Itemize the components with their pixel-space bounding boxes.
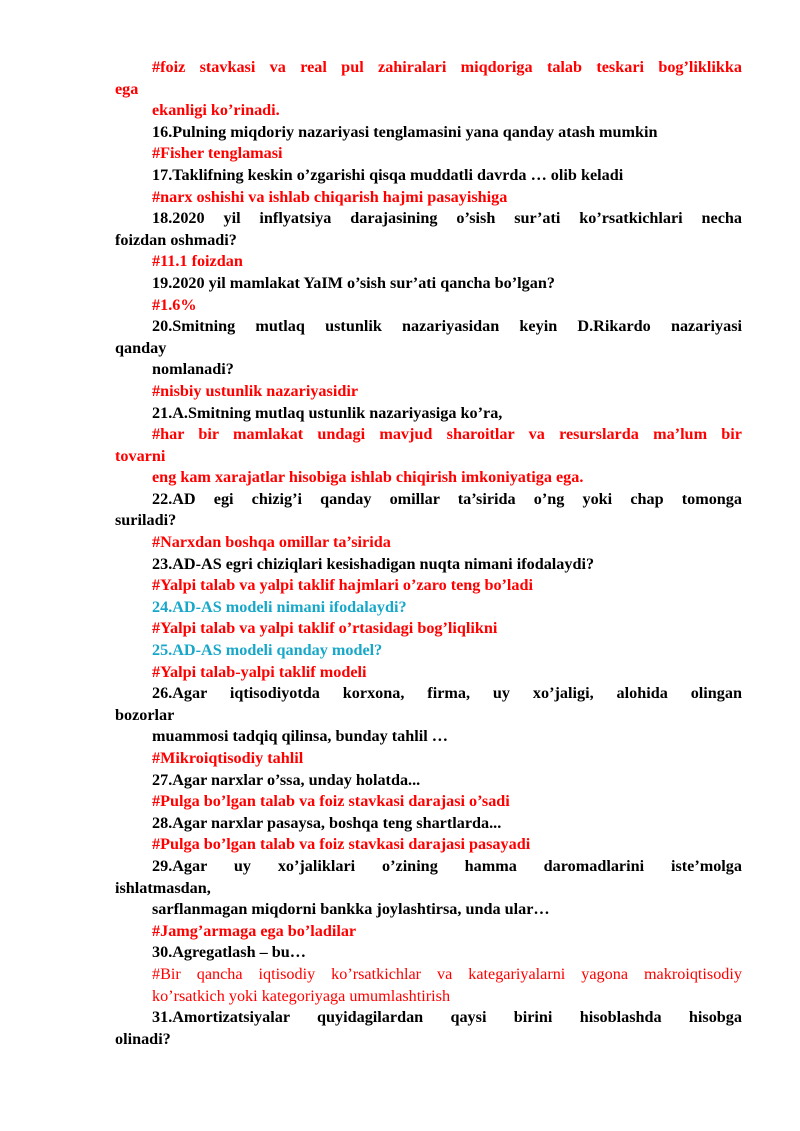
text-line: olinadi?	[115, 1029, 171, 1048]
text-line: #Bir qancha iqtisodiy ko’rsatkichlar va kategariyalarni yagona makroiqtisodiy	[152, 964, 742, 983]
text-line: foizdan oshmadi?	[115, 230, 237, 249]
text-line: #foiz stavkasi va real pul zahiralari miqdoriga talab teskari bog’liklikka	[152, 58, 742, 76]
text-line: 27.Agar narxlar o’ssa, unday holatda...	[152, 770, 421, 789]
text-line: nomlanadi?	[152, 360, 234, 379]
text-line: 17.Taklifning keskin o’zgarishi qisqa muddatli davrda … olib keladi	[152, 165, 624, 184]
text-line: 23.AD-AS egri chiziqlari kesishadigan nuqta nimani ifodalaydi?	[152, 554, 595, 573]
text-line: 26.Agar iqtisodiyotda korxona, firma, uy xo’jaligi, alohida olingan	[152, 684, 742, 703]
text-line: ega	[115, 79, 139, 98]
text-line: 16.Pulning miqdoriy nazariyasi tenglamasini yana qanday atash mumkin	[152, 122, 658, 141]
text-line: 29.Agar uy xo’jaliklari o’zining hamma daromadlarini iste’molga	[152, 856, 742, 875]
text-line: #nisbiy ustunlik nazariyasidir	[152, 381, 359, 400]
text-line: 22.AD egi chizig’i qanday omillar ta’sirida o’ng yoki chap tomonga	[152, 489, 742, 508]
text-line: #1.6%	[152, 295, 197, 314]
text-line: #har bir mamlakat undagi mavjud sharoitlar va resurslarda ma’lum bir	[152, 425, 742, 444]
text-line: qanday	[115, 338, 167, 357]
text-line: 25.AD-AS modeli qanday model?	[152, 641, 383, 660]
text-line: 18.2020 yil inflyatsiya darajasining o’sish sur’ati ko’rsatkichlari necha	[152, 209, 742, 228]
text-line: muammosi tadqiq qilinsa, bunday tahlil …	[152, 727, 448, 746]
text-line: 31.Amortizatsiyalar quyidagilardan qaysi birini hisoblashda hisobga	[152, 1008, 742, 1027]
text-line: tovarni	[115, 446, 166, 465]
text-line: #Yalpi talab-yalpi taklif modeli	[152, 662, 367, 681]
document-page	[115, 57, 742, 1050]
text-line: #Pulga bo’lgan talab va foiz stavkasi darajasi pasayadi	[152, 835, 531, 854]
text-line: eng kam xarajatlar hisobiga ishlab chiqirish imkoniyatiga ega.	[152, 468, 584, 487]
text-line: #Mikroiqtisodiy tahlil	[152, 749, 304, 767]
text-line: ekanligi ko’rinadi.	[152, 101, 280, 120]
text-line: sarflanmagan miqdorni bankka joylashtirsa, unda ular…	[152, 900, 550, 919]
text-line: #Yalpi talab va yalpi taklif o’rtasidagi bog’liqlikni	[152, 619, 498, 638]
text-line: ishlatmasdan,	[115, 878, 211, 897]
text-line: #11.1 foizdan	[152, 252, 243, 271]
text-line: #Yalpi talab va yalpi taklif hajmlari o’zaro teng bo’ladi	[152, 576, 534, 595]
text-line: #narx oshishi va ishlab chiqarish hajmi pasayishiga	[152, 187, 508, 206]
text-line: #Narxdan boshqa omillar ta’sirida	[152, 533, 391, 552]
text-line: 30.Agregatlash – bu…	[152, 943, 306, 962]
text-line: 20.Smitning mutlaq ustunlik nazariyasidan keyin D.Rikardo nazariyasi	[152, 317, 742, 336]
text-line: bozorlar	[115, 705, 175, 724]
text-line: #Pulga bo’lgan talab va foiz stavkasi darajasi o’sadi	[152, 792, 510, 811]
text-line: #Jamg’armaga ega bo’ladilar	[152, 921, 357, 940]
text-line: #Fisher tenglamasi	[152, 144, 283, 163]
text-line: 21.A.Smitning mutlaq ustunlik nazariyasiga ko’ra,	[152, 403, 503, 422]
text-line: 19.2020 yil mamlakat YaIM o’sish sur’ati qancha bo’lgan?	[152, 273, 555, 292]
text-line: 28.Agar narxlar pasaysa, boshqa teng shartlarda...	[152, 813, 502, 832]
text-line: suriladi?	[115, 511, 177, 530]
text-line: ko’rsatkich yoki kategoriyaga umumlashtirish	[152, 986, 451, 1005]
text-line: 24.AD-AS modeli nimani ifodalaydi?	[152, 597, 407, 616]
